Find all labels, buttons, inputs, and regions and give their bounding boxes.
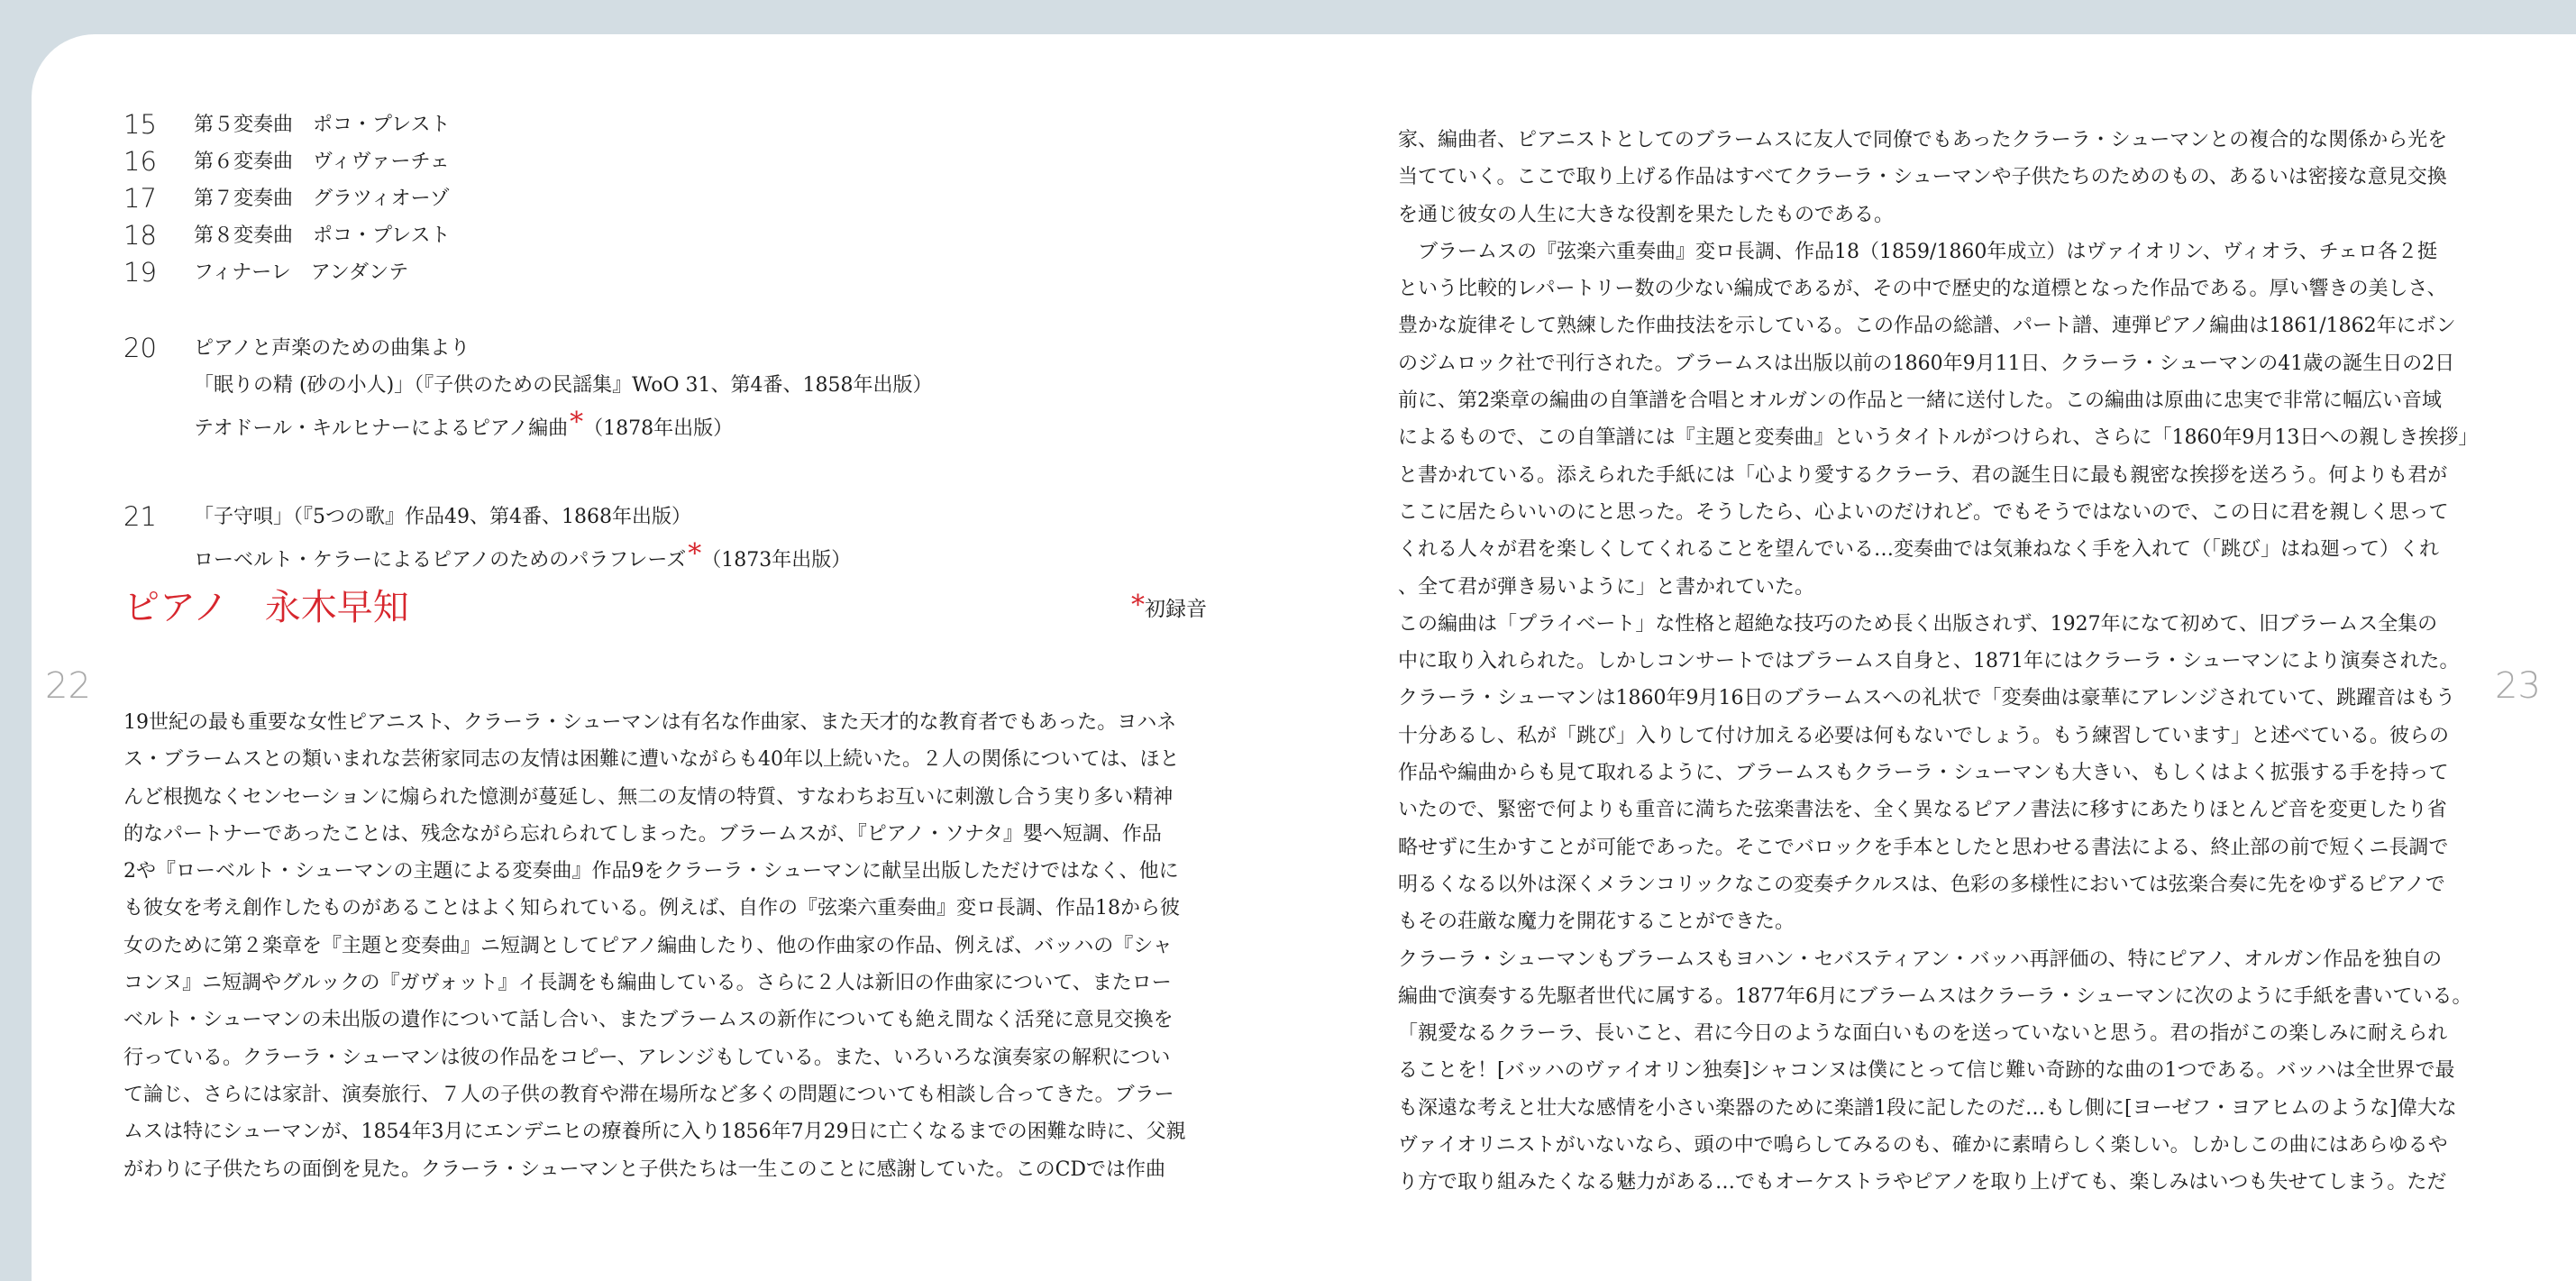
body-text-line: ることを！[バッハのヴァイオリン独奏]シャコンヌは僕にとって信じ難い奇跡的な曲の1つである。バッハは全世界で最	[1398, 1059, 2455, 1083]
body-text-line: 行っている。クラーラ・シューマンは彼の作品をコピー、アレンジもしている。また、いろいろな演奏家の解釈につい	[123, 1046, 1171, 1069]
body-text-line: によるもので、この自筆譜には『主題と変奏曲』というタイトルがつけられ、さらに「1860年9月13日への親しき挨拶」	[1398, 426, 2479, 450]
body-text-line: 2や『ローベルト・シューマンの主題による変奏曲』作品9をクラーラ・シューマンに献呈出版しただけではなく、他に	[123, 860, 1179, 883]
body-text-line: も彼女を考え創作したものがあることはよく知られている。例えば、自作の『弦楽六重奏曲』変ロ長調、作品18から彼	[123, 897, 1180, 920]
body-text-line: のジムロック社で刊行された。ブラームスは出版以前の1860年9月11日、クラーラ・シューマンの41歳の誕生日の2日	[1398, 352, 2455, 375]
body-text-line: 中に取り入れられた。しかしコンサートではブラームス自身と、1871年にはクラーラ・シューマンにより演奏された。	[1398, 650, 2460, 673]
track-number: 16	[123, 146, 157, 177]
publication-year: （1873年出版）	[701, 549, 852, 572]
track-title: 第６変奏曲 ヴィヴァーチェ	[194, 151, 450, 173]
body-text-line: 十分あるし、私が「跳び」入りして付け加える必要は何もないでしょう。もう練習しています」と述べている。彼らの	[1398, 724, 2450, 747]
body-text-line: 明るくなる以外は深くメランコリックなこの変奏チクルスは、色彩の多様性においては弦楽合奏に先をゆずるピアノで	[1398, 873, 2445, 896]
track-number: 18	[123, 220, 157, 251]
body-text-line: もその荘厳な魔力を開花することができた。	[1398, 910, 1795, 934]
track-number: 17	[123, 183, 157, 214]
performer-heading: ピアノ 永木早知	[123, 587, 409, 628]
body-text-line: て論じ、さらには家計、演奏旅行、７人の子供の教育や滞在場所など多くの問題についても相談し合ってきた。ブラー	[123, 1083, 1174, 1106]
track-21-line-2	[194, 535, 851, 579]
body-text-line: ヴァイオリニストがいないなら、頭の中で鳴らしてみるのも、確かに素晴らしく楽しい。しかしこの曲にはあらゆるや	[1398, 1134, 2448, 1157]
body-text-line: 当てていく。ここで取り上げる作品はすべてクラーラ・シューマンや子供たちのためのもの、あるいは密接な意見交換	[1398, 166, 2447, 189]
track-20-line-3	[194, 404, 933, 447]
body-text-line: クラーラ・シューマンは1860年9月16日のブラームスへの礼状で「変奏曲は豪華にアレンジされていて、跳躍音はもう	[1398, 687, 2456, 710]
first-recording-marker: *	[1131, 590, 1145, 621]
body-text-line: がわりに子供たちの面倒を見た。クラーラ・シューマンと子供たちは一生このことに感謝していた。このCDでは作曲	[123, 1157, 1166, 1181]
body-text-line: も深遠な考えと壮大な感情を小さい楽器のために楽譜1段に記したのだ…もし側に[ヨーゼフ・ヨアヒムのような]偉大な	[1398, 1096, 2457, 1120]
body-text-line: 「親愛なるクラーラ、長いこと、君に今日のような面白いものを送っていないと思う。君の指がこの楽しみに耐えられ	[1398, 1022, 2448, 1046]
legend-label: 初録音	[1145, 598, 1207, 621]
body-text-line: ス・ブラームスとの類いまれな芸術家同志の友情は困難に遭いながらも40年以上続いた。２人の関係については、ほと	[123, 748, 1180, 772]
body-text-line: 前に、第2楽章の編曲の自筆譜を合唱とオルガンの作品と一緒に送付した。この編曲は原曲に忠実で非常に幅広い音域	[1398, 389, 2443, 413]
track-number: 21	[123, 501, 157, 532]
body-text-line: 、全て君が弾き易いように」と書かれていた。	[1398, 575, 1815, 599]
track-title: 第８変奏曲 ポコ・プレスト	[194, 224, 451, 247]
body-text-line: ムスは特にシューマンが、1854年3月にエンデニヒの療養所に入り1856年7月29日に亡くなるまでの困難な時に、父親	[123, 1121, 1186, 1144]
track-title: フィナーレ アンダンテ	[194, 261, 409, 284]
arranger-credit: ローベルト・ケラーによるピアノのためのパラフレーズ	[194, 549, 687, 572]
track-title: 第５変奏曲 ポコ・プレスト	[194, 114, 451, 136]
liner-notes-right	[1398, 122, 2478, 1202]
body-text-line: ブラームスの『弦楽六重奏曲』変ロ長調、作品18（1859/1860年成立）はヴァイオリン、ヴィオラ、チェロ各２挺	[1398, 240, 2438, 263]
body-text-line: コンヌ』ニ短調やグルックの『ガヴォット』イ長調をも編曲している。さらに２人は新旧の作曲家について、またロー	[123, 972, 1172, 995]
arranger-credit: テオドール・キルヒナーによるピアノ編曲	[194, 417, 569, 440]
body-text-line: この編曲は「プライベート」な性格と超絶な技巧のため長く出版されず、1927年になて初めて、旧ブラームス全集の	[1398, 612, 2438, 636]
body-text-line: んど根拠なくセンセーションに煽られた憶測が蔓延し、無二の友情の特質、すなわちお互いに刺激し合う実り多い精神	[123, 785, 1174, 809]
body-text-line: 豊かな旋律そして熟練した作曲技法を示している。この作品の総譜、パート譜、連弾ピアノ編曲は1861/1862年にボン	[1398, 315, 2456, 338]
first-recording-marker: *	[570, 407, 584, 438]
body-text-line: 的なパートナーであったことは、残念ながら忘れられてしまった。ブラームスが、『ピアノ・ソナタ』嬰ヘ短調、作品	[123, 822, 1162, 846]
track-20-line-2: 「眠りの精 (砂の小人)」（『子供のための民謡集』WoO 31、第4番、1858年出版）	[194, 374, 933, 397]
page-number-right: 23	[2495, 665, 2541, 707]
body-text-line: 家、編曲者、ピアニストとしてのブラームスに友人で同僚でもあったクラーラ・シューマンとの複合的な関係から光を	[1398, 129, 2448, 151]
first-recording-legend	[1129, 590, 1207, 622]
track-title: 第７変奏曲 グラツィオーゾ	[194, 188, 450, 210]
body-text-line: を通じ彼女の人生に大きな役割を果たしたものである。	[1398, 203, 1895, 226]
track-number: 19	[123, 257, 157, 288]
body-text-line: 編曲で演奏する先駆者世代に属する。1877年6月にブラームスはクラーラ・シューマンに次のように手紙を書いている。	[1398, 984, 2472, 1008]
body-text-line: という比較的レパートリー数の少ない編成であるが、その中で歴史的な道標となった作品である。厚い響きの美しさ、	[1398, 278, 2447, 301]
body-text-line: いたので、緊密で何よりも重音に満ちた弦楽書法を、全く異なるピアノ書法に移すにあたりほとんど音を変更したり省	[1398, 799, 2447, 822]
track-21-line-1: 「子守唄」（『5つの歌』作品49、第4番、1868年出版）	[194, 506, 691, 528]
booklet-spread	[32, 34, 2576, 1281]
body-text-line: り方で取り組みたくなる魅力がある…でもオーケストラやピアノを取り上げても、楽しみはいつも失せてしまう。ただ	[1398, 1171, 2447, 1194]
body-text-line: ベルト・シューマンの未出版の遺作について話し合い、またブラームスの新作についても絶え間なく活発に意見交換を	[123, 1009, 1174, 1032]
body-text-line: 作品や編曲からも見て取れるように、ブラームスもクラーラ・シューマンも大きい、もしくはよく拡張する手を持って	[1398, 762, 2449, 785]
track-20-line-1: ピアノと声楽のための曲集より	[194, 337, 470, 360]
track-20-text	[194, 330, 933, 447]
body-text-line: 女のために第２楽章を『主題と変奏曲』ニ短調としてピアノ編曲したり、他の作曲家の作品、例えば、バッハの『シャ	[123, 934, 1173, 957]
body-text-line: と書かれている。添えられた手紙には「心より愛するクラーラ、君の誕生日に最も親密な挨拶を送ろう。何よりも君が	[1398, 463, 2448, 487]
publication-year: （1878年出版）	[583, 417, 734, 440]
body-text-line: クラーラ・シューマンもブラームスもヨハン・セバスティアン・バッハ再評価の、特にピアノ、オルガン作品を独自の	[1398, 947, 2443, 971]
liner-notes-left	[123, 704, 1186, 1188]
body-text-line: ここに居たらいいのにと思った。そうしたら、心よいのだけれど。でもそうではないので、この日に君を親しく思って	[1398, 500, 2449, 524]
track-number: 20	[123, 333, 157, 363]
body-text-line: くれる人々が君を楽しくしてくれることを望んでいる…変奏曲では気兼ねなく手を入れて（「跳び」はね廻って）くれ	[1398, 538, 2440, 562]
first-recording-marker: *	[688, 538, 702, 570]
track-21-text	[194, 499, 851, 579]
page-number-left: 22	[45, 665, 91, 707]
track-number: 15	[123, 109, 157, 140]
body-text-line: 19世紀の最も重要な女性ピアニスト、クラーラ・シューマンは有名な作曲家、また天才的な教育者でもあった。ヨハネ	[123, 711, 1177, 734]
body-text-line: 略せずに生かすことが可能であった。そこでバロックを手本としたと思わせる書法による、終止部の前で短くニ長調で	[1398, 836, 2449, 859]
